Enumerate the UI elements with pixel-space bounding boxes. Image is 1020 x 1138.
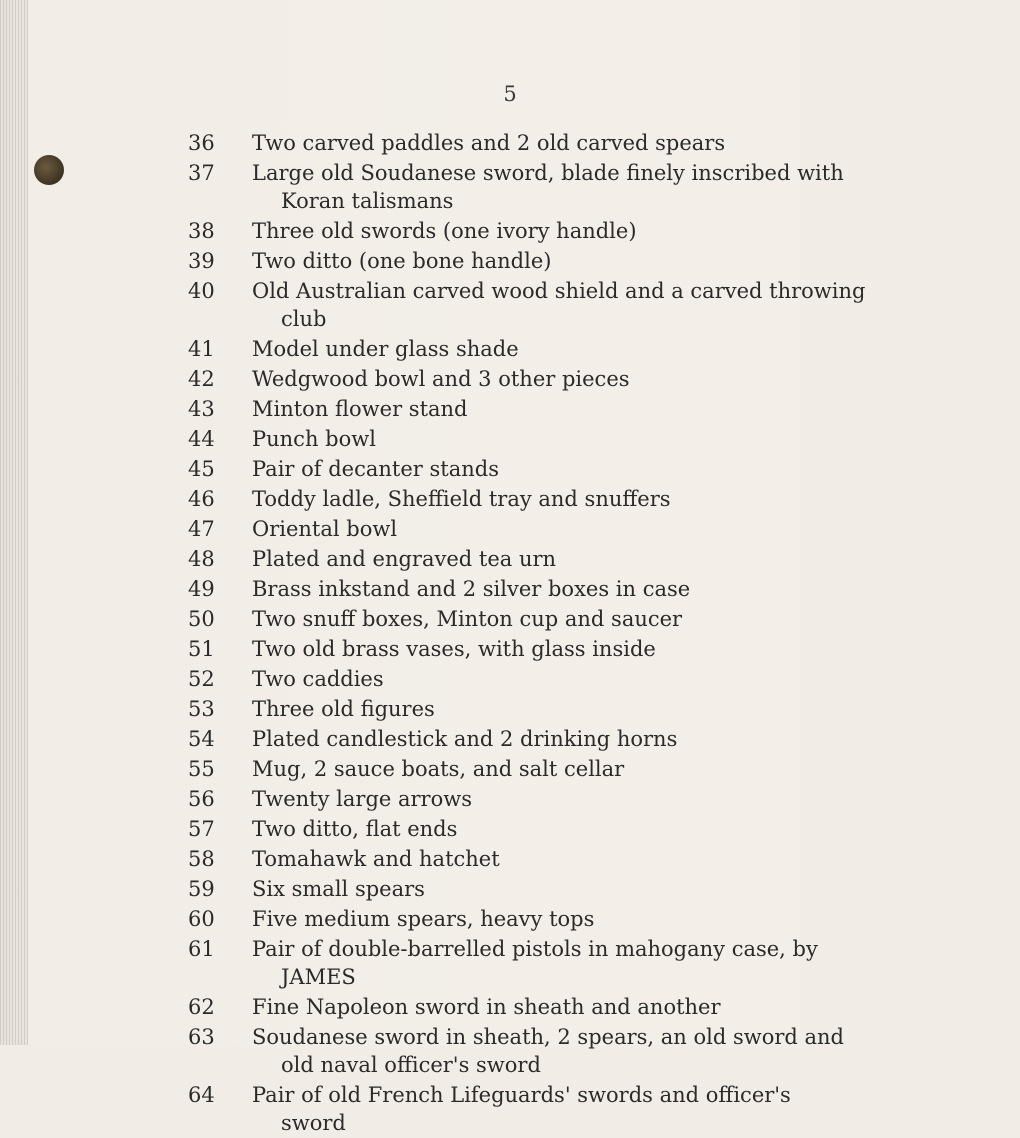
lot-description bbox=[252, 158, 844, 214]
lot-description-line: sword bbox=[281, 1111, 346, 1135]
lot-entry bbox=[0, 724, 800, 754]
lot-entry bbox=[0, 634, 800, 664]
lot-entry bbox=[0, 544, 800, 574]
lot-number: 44 bbox=[188, 427, 215, 451]
lot-entry bbox=[0, 574, 800, 604]
lot-description: Plated candlestick and 2 drinking horns bbox=[252, 727, 678, 751]
lot-number: 48 bbox=[188, 547, 215, 571]
lot-number: 40 bbox=[188, 279, 215, 303]
lot-number: 50 bbox=[188, 607, 215, 631]
lot-description: Punch bowl bbox=[252, 427, 376, 451]
lot-entry bbox=[0, 874, 800, 904]
lot-entry bbox=[0, 814, 800, 844]
lot-number: 63 bbox=[188, 1025, 215, 1049]
lot-entry bbox=[0, 424, 800, 454]
lot-description bbox=[252, 276, 866, 332]
lot-entry bbox=[0, 844, 800, 874]
lot-description: Twenty large arrows bbox=[252, 787, 472, 811]
lot-number: 51 bbox=[188, 637, 215, 661]
lot-number: 61 bbox=[188, 937, 215, 961]
lot-number: 56 bbox=[188, 787, 215, 811]
lot-entry bbox=[0, 158, 844, 216]
lot-entry bbox=[0, 454, 800, 484]
lot-description: Six small spears bbox=[252, 877, 425, 901]
lot-number: 36 bbox=[188, 131, 215, 155]
lot-entry bbox=[0, 784, 800, 814]
lot-description: Tomahawk and hatchet bbox=[252, 847, 500, 871]
lot-description-line: old naval officer's sword bbox=[281, 1053, 541, 1077]
lot-list bbox=[0, 128, 866, 1138]
lot-description-line: Large old Soudanese sword, blade finely inscribed with bbox=[252, 161, 844, 185]
lot-number: 45 bbox=[188, 457, 215, 481]
lot-description: Model under glass shade bbox=[252, 337, 519, 361]
lot-description: Two carved paddles and 2 old carved spears bbox=[252, 131, 726, 155]
lot-description: Oriental bowl bbox=[252, 517, 398, 541]
lot-entry bbox=[0, 394, 800, 424]
lot-entry bbox=[0, 364, 800, 394]
lot-description: Brass inkstand and 2 silver boxes in case bbox=[252, 577, 691, 601]
lot-number: 38 bbox=[188, 219, 215, 243]
lot-description: Pair of decanter stands bbox=[252, 457, 499, 481]
lot-number: 55 bbox=[188, 757, 215, 781]
lot-entry bbox=[0, 904, 800, 934]
lot-number: 64 bbox=[188, 1083, 215, 1107]
lot-entry bbox=[0, 1080, 800, 1138]
lot-entry bbox=[0, 992, 800, 1022]
lot-description-line: Pair of double-barrelled pistols in mahogany case, by bbox=[252, 937, 818, 961]
lot-number: 39 bbox=[188, 249, 215, 273]
lot-entry bbox=[0, 216, 800, 246]
lot-number: 42 bbox=[188, 367, 215, 391]
lot-description-line: Soudanese sword in sheath, 2 spears, an old sword and bbox=[252, 1025, 844, 1049]
lot-description: Two caddies bbox=[252, 667, 384, 691]
lot-entry bbox=[0, 604, 800, 634]
lot-entry bbox=[0, 934, 818, 992]
lot-description-line: club bbox=[281, 307, 327, 331]
lot-entry bbox=[0, 334, 800, 364]
lot-description-line: Pair of old French Lifeguards' swords and officer's bbox=[252, 1083, 791, 1107]
lot-number: 47 bbox=[188, 517, 215, 541]
lot-description: Two old brass vases, with glass inside bbox=[252, 637, 656, 661]
lot-description: Three old swords (one ivory handle) bbox=[252, 219, 637, 243]
lot-number: 46 bbox=[188, 487, 215, 511]
lot-description: Wedgwood bowl and 3 other pieces bbox=[252, 367, 630, 391]
lot-description bbox=[252, 1022, 844, 1078]
lot-number: 53 bbox=[188, 697, 215, 721]
lot-number: 41 bbox=[188, 337, 215, 361]
lot-entry bbox=[0, 128, 800, 158]
lot-entry bbox=[0, 694, 800, 724]
lot-entry bbox=[0, 1022, 844, 1080]
lot-entry bbox=[0, 276, 866, 334]
lot-description-line: Old Australian carved wood shield and a carved throwing bbox=[252, 279, 866, 303]
lot-description: Three old figures bbox=[252, 697, 435, 721]
lot-description-line: Koran talismans bbox=[281, 189, 454, 213]
lot-number: 49 bbox=[188, 577, 215, 601]
lot-description: Two ditto, flat ends bbox=[252, 817, 458, 841]
lot-description: Plated and engraved tea urn bbox=[252, 547, 557, 571]
lot-entry bbox=[0, 514, 800, 544]
lot-description bbox=[252, 1080, 791, 1136]
lot-description: Minton flower stand bbox=[252, 397, 468, 421]
lot-description: Five medium spears, heavy tops bbox=[252, 907, 595, 931]
lot-description: Toddy ladle, Sheffield tray and snuffers bbox=[252, 487, 671, 511]
lot-number: 58 bbox=[188, 847, 215, 871]
lot-entry bbox=[0, 664, 800, 694]
lot-number: 62 bbox=[188, 995, 215, 1019]
lot-number: 52 bbox=[188, 667, 215, 691]
lot-number: 59 bbox=[188, 877, 215, 901]
lot-number: 57 bbox=[188, 817, 215, 841]
lot-entry bbox=[0, 754, 800, 784]
page-number: 5 bbox=[503, 82, 517, 106]
lot-number: 43 bbox=[188, 397, 215, 421]
lot-description: Two snuff boxes, Minton cup and saucer bbox=[252, 607, 683, 631]
lot-number: 60 bbox=[188, 907, 215, 931]
lot-entry bbox=[0, 484, 800, 514]
lot-number: 54 bbox=[188, 727, 215, 751]
lot-description: Two ditto (one bone handle) bbox=[252, 249, 552, 273]
lot-description bbox=[252, 934, 818, 990]
lot-description: Mug, 2 sauce boats, and salt cellar bbox=[252, 757, 625, 781]
lot-number: 37 bbox=[188, 161, 215, 185]
lot-description: Fine Napoleon sword in sheath and another bbox=[252, 995, 721, 1019]
lot-description-line: JAMES bbox=[281, 965, 356, 989]
lot-entry bbox=[0, 246, 800, 276]
